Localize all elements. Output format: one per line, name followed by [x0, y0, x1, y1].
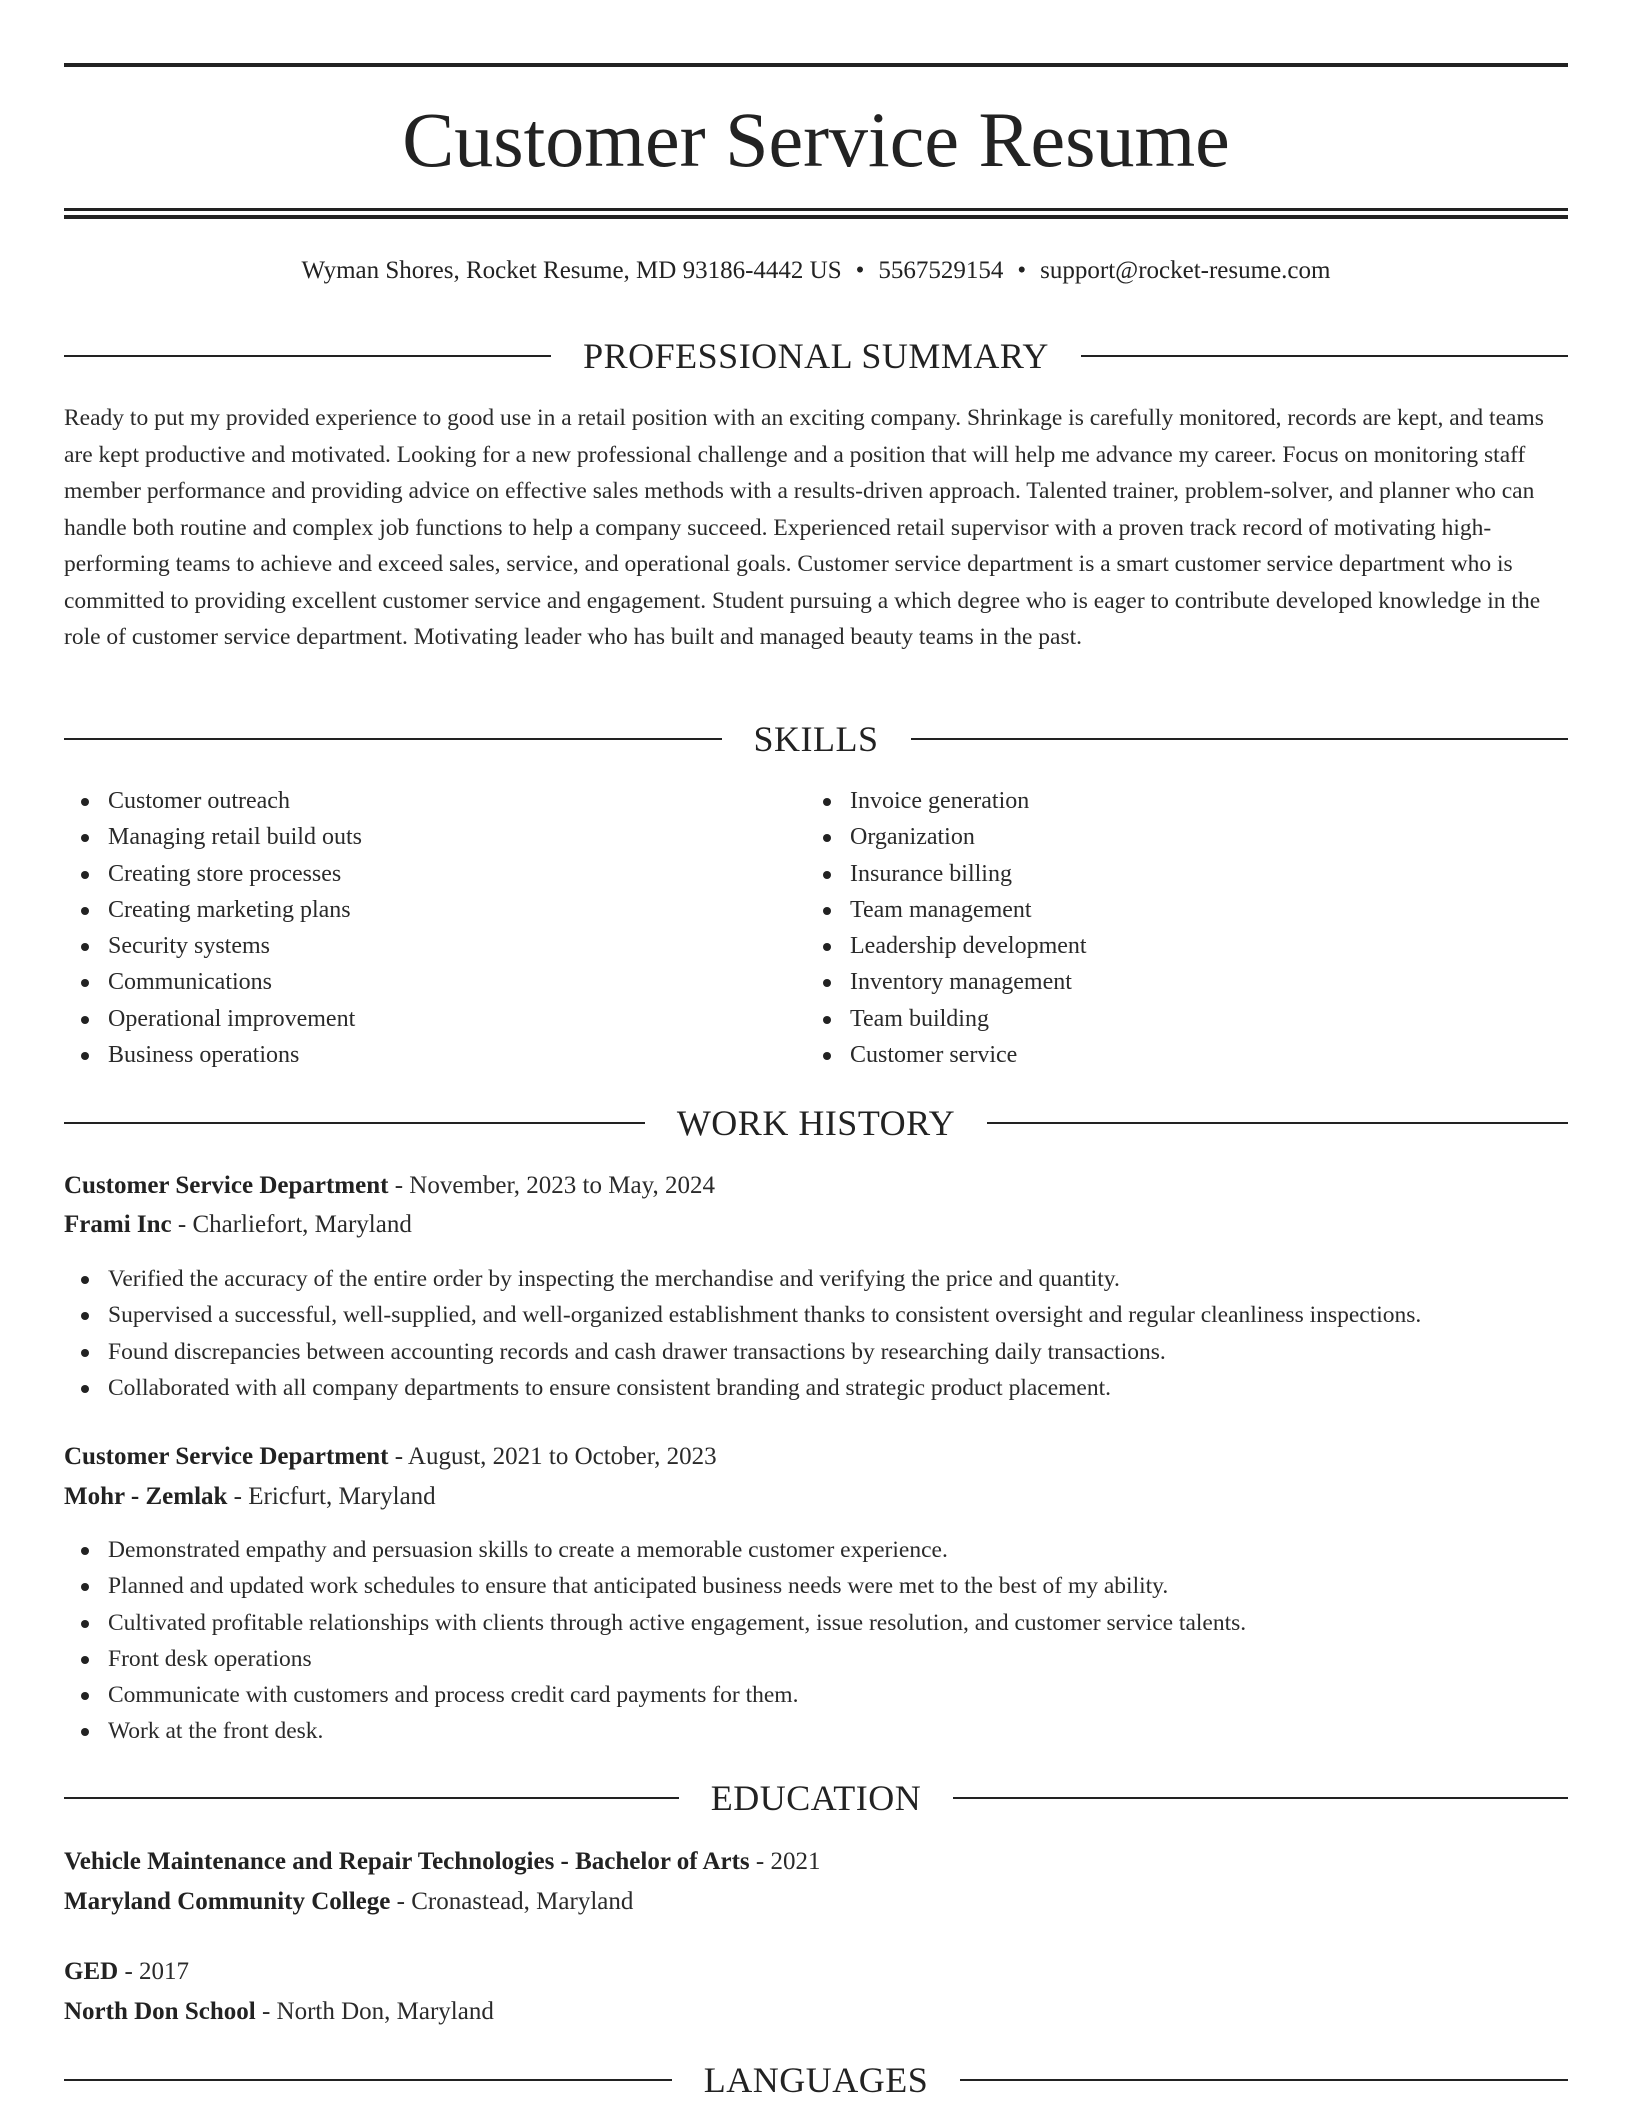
job-dates: November, 2023 to May, 2024: [409, 1172, 715, 1199]
education-degree: GED: [64, 1958, 119, 1985]
education-location: Cronastead, Maryland: [411, 1888, 634, 1915]
education-school: Maryland Community College: [64, 1888, 391, 1915]
job-title-line: [64, 1440, 1568, 1474]
job-location: Charliefort, Maryland: [192, 1211, 412, 1238]
job-bullet: Cultivated profitable relationships with clients through active engagement, issue resolution, and customer service talents.: [64, 1605, 1568, 1641]
skill-item: Creating store processes: [64, 856, 764, 892]
skill-item: Creating marketing plans: [64, 892, 764, 928]
header-top-rule: [64, 63, 1568, 67]
dash: -: [227, 1483, 249, 1510]
job-bullet: Found discrepancies between accounting records and cash drawer transactions by researching daily transactions.: [64, 1334, 1568, 1370]
skill-item: Invoice generation: [806, 783, 1506, 819]
contact-phone: 5567529154: [878, 257, 1004, 284]
skill-item: Organization: [806, 819, 1506, 855]
section-title: LANGUAGES: [703, 2060, 929, 2100]
education-degree-line: [64, 1955, 1568, 1989]
education-degree: Vehicle Maintenance and Repair Technologies - Bachelor of Arts: [64, 1848, 750, 1875]
section-rule: [64, 355, 551, 357]
job-bullet: Planned and updated work schedules to ensure that anticipated business needs were met to the best of my ability.: [64, 1568, 1568, 1604]
header-bottom-rule-1: [64, 208, 1568, 211]
contact-address: Wyman Shores, Rocket Resume, MD 93186-4442 US: [301, 257, 842, 284]
education-school-line: [64, 1995, 1568, 2029]
skill-item: Leadership development: [806, 928, 1506, 964]
education-year: 2017: [139, 1958, 190, 1985]
job-bullet: Communicate with customers and process credit card payments for them.: [64, 1677, 1568, 1713]
skill-item: Managing retail build outs: [64, 819, 764, 855]
job-company-line: [64, 1208, 1568, 1242]
section-rule: [64, 1122, 645, 1124]
skills-list-left: [64, 783, 764, 1073]
dash: -: [118, 1958, 140, 1985]
section-rule: [64, 1797, 679, 1799]
section-header-education: [64, 1776, 1568, 1820]
job-title-line: [64, 1169, 1568, 1203]
job-bullet: Supervised a successful, well-supplied, and well-organized establishment thanks to consistent oversight and regular cleanliness inspections.: [64, 1297, 1568, 1333]
education-degree-line: [64, 1845, 1568, 1879]
section-title: WORK HISTORY: [676, 1103, 956, 1143]
dash: -: [255, 1998, 277, 2025]
skill-item: Security systems: [64, 928, 764, 964]
contact-email: support@rocket-resume.com: [1040, 257, 1331, 284]
job-location: Ericfurt, Maryland: [248, 1483, 436, 1510]
section-rule: [64, 2079, 672, 2081]
skill-item: Customer outreach: [64, 783, 764, 819]
dash: -: [171, 1211, 193, 1238]
section-header-skills: [64, 717, 1568, 761]
job-company: Mohr - Zemlak: [64, 1483, 228, 1510]
skill-item: Inventory management: [806, 964, 1506, 1000]
contact-separator: •: [855, 257, 865, 284]
job-dates: August, 2021 to October, 2023: [407, 1443, 717, 1470]
section-rule: [987, 1122, 1568, 1124]
dash: -: [390, 1888, 412, 1915]
section-title: EDUCATION: [710, 1778, 922, 1818]
skill-item: Business operations: [64, 1037, 764, 1073]
job-title: Customer Service Department: [64, 1443, 389, 1470]
skill-item: Operational improvement: [64, 1001, 764, 1037]
job-bullets: [64, 1261, 1568, 1406]
dash: -: [388, 1172, 410, 1199]
header-bottom-rule-2: [64, 215, 1568, 219]
section-rule: [1081, 355, 1568, 357]
education-school: North Don School: [64, 1998, 256, 2025]
job-bullets: [64, 1532, 1568, 1750]
job-bullet: Demonstrated empathy and persuasion skills to create a memorable customer experience.: [64, 1532, 1568, 1568]
skill-item: Communications: [64, 964, 764, 1000]
job-title: Customer Service Department: [64, 1172, 389, 1199]
section-rule: [960, 2079, 1568, 2081]
skills-list-right: [806, 783, 1506, 1073]
skill-item: Team building: [806, 1001, 1506, 1037]
job-bullet: Work at the front desk.: [64, 1713, 1568, 1749]
section-title: PROFESSIONAL SUMMARY: [583, 336, 1049, 376]
skill-item: Insurance billing: [806, 856, 1506, 892]
section-rule: [953, 1797, 1568, 1799]
section-rule: [64, 738, 722, 740]
education-year: 2021: [770, 1848, 821, 1875]
section-header-work-history: [64, 1101, 1568, 1145]
skill-item: Customer service: [806, 1037, 1506, 1073]
contact-line: [64, 255, 1568, 287]
contact-separator: •: [1017, 257, 1027, 284]
dash: -: [388, 1443, 408, 1470]
section-rule: [911, 738, 1569, 740]
education-school-line: [64, 1885, 1568, 1919]
skill-item: Team management: [806, 892, 1506, 928]
job-bullet: Front desk operations: [64, 1641, 1568, 1677]
section-header-languages: [64, 2058, 1568, 2102]
job-bullet: Collaborated with all company departments to ensure consistent branding and strategic product placement.: [64, 1370, 1568, 1406]
professional-summary: Ready to put my provided experience to good use in a retail position with an exciting company. Shrinkage is carefully monitored, records are kept, and teams are kept productive and motivated. Looking for a new professional challenge and a position that will help me advance my career. Focus on monitoring staff member performance and providing advice on effective sales methods with a results-driven approach. Talented trainer, problem-solver, and planner who can handle both routine and complex job functions to help a company succeed. Experienced retail supervisor with a proven track record of motivating high-performing teams to achieve and exceed sales, service, and operational goals. Customer service department is a smart customer service department who is committed to providing excellent customer service and engagement. Student pursuing a which degree who is eager to contribute developed knowledge in the role of customer service department. Motivating leader who has built and managed beauty teams in the past.: [64, 405, 1544, 650]
section-header-summary: [64, 334, 1568, 378]
job-company: Frami Inc: [64, 1211, 172, 1238]
resume-title: Customer Service Resume: [402, 96, 1230, 183]
education-location: North Don, Maryland: [276, 1998, 494, 2025]
job-company-line: [64, 1480, 1568, 1514]
dash: -: [749, 1848, 771, 1875]
job-bullet: Verified the accuracy of the entire order by inspecting the merchandise and verifying the price and quantity.: [64, 1261, 1568, 1297]
section-title: SKILLS: [753, 719, 879, 759]
